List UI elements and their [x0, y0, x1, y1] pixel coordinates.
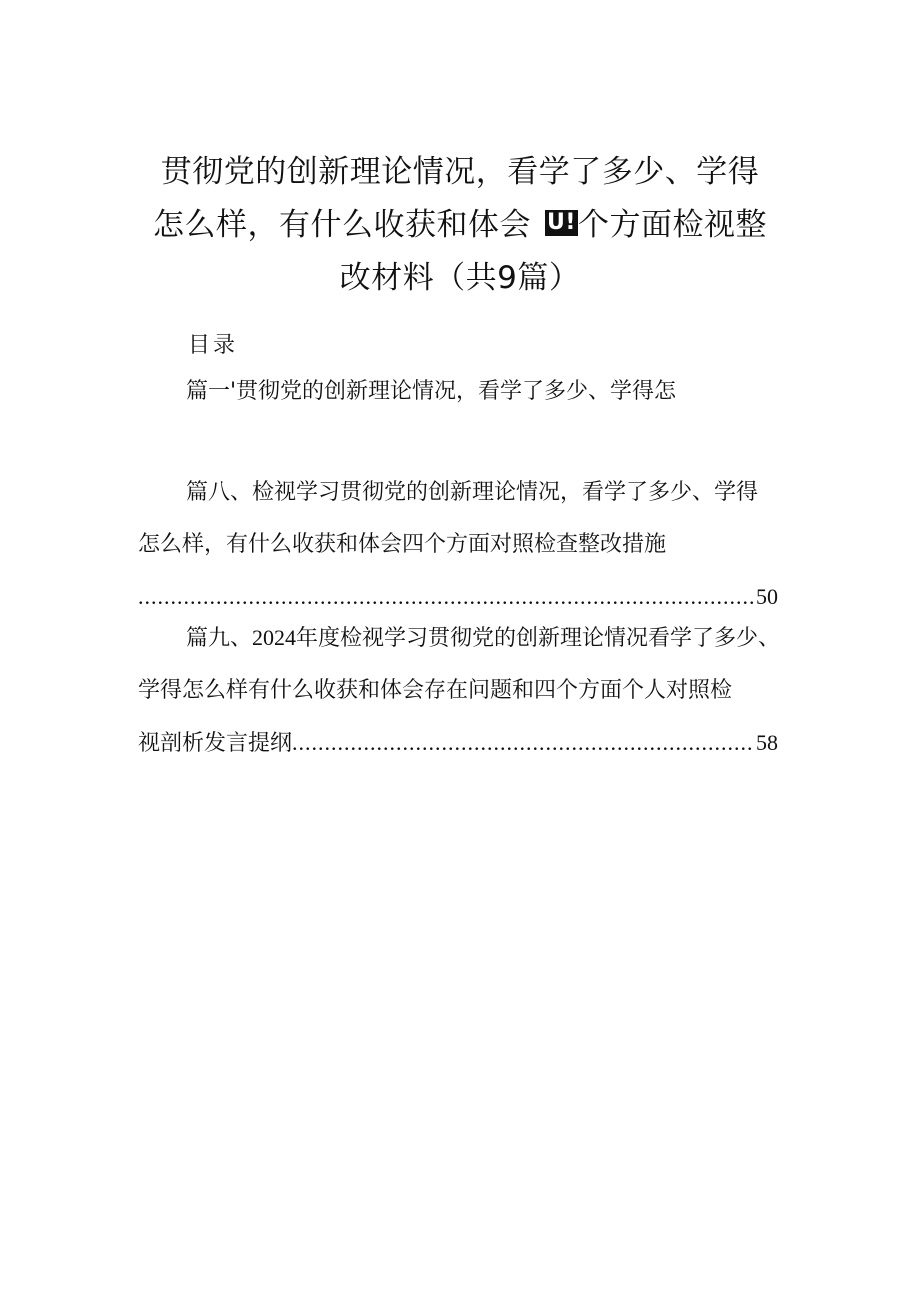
- toc-entry-9-year: 2024: [252, 625, 297, 650]
- toc-entry-9[interactable]: [138, 612, 781, 770]
- toc-entry-9-line-3: 视剖析发言提纲: [138, 731, 293, 756]
- toc-entry-9-line-1: [138, 612, 781, 665]
- title-line-3: 改材料（共9篇）: [339, 260, 581, 296]
- title-line-1: 贯彻党的创新理论情况，看学了多少、学得: [160, 154, 760, 190]
- toc-entry-9-prefix: 篇九、: [186, 626, 253, 651]
- toc-entry-8-line-1: 篇八、检视学习贯彻党的创新理论情况，看学了多少、学得: [186, 480, 759, 505]
- document-title: [120, 146, 800, 305]
- toc-entry-8-line-2: 怎么样，有什么收获和体会四个方面对照检查整改措施: [138, 532, 667, 557]
- toc-entry-9-line-2: 学得怎么样有什么收获和体会存在问题和四个方面个人对照检: [138, 678, 733, 703]
- toc-entry-9-leader-row: [138, 717, 778, 770]
- toc-heading: 目录: [188, 333, 239, 358]
- toc-entry-8-page: 50: [756, 584, 778, 609]
- toc-entry-9-line-1-text: 年度检视学习贯彻党的创新理论情况看学了多少、: [296, 626, 781, 651]
- title-line-2-tail: 个方面检视整: [577, 207, 767, 243]
- toc-entry-1-line-1: 篇一'贯彻党的创新理论情况，看学了多少、学得怎: [186, 379, 677, 404]
- title-line-2-text: 怎么样，有什么收获和体会: [153, 207, 532, 243]
- title-line-2: [120, 199, 800, 252]
- toc-entry-8[interactable]: [138, 467, 778, 623]
- dot-leader: [292, 717, 754, 769]
- toc-entry-9-page: 58: [756, 730, 778, 755]
- toc-entry-1[interactable]: [138, 366, 778, 418]
- title-glitch-mark: U!: [547, 210, 576, 235]
